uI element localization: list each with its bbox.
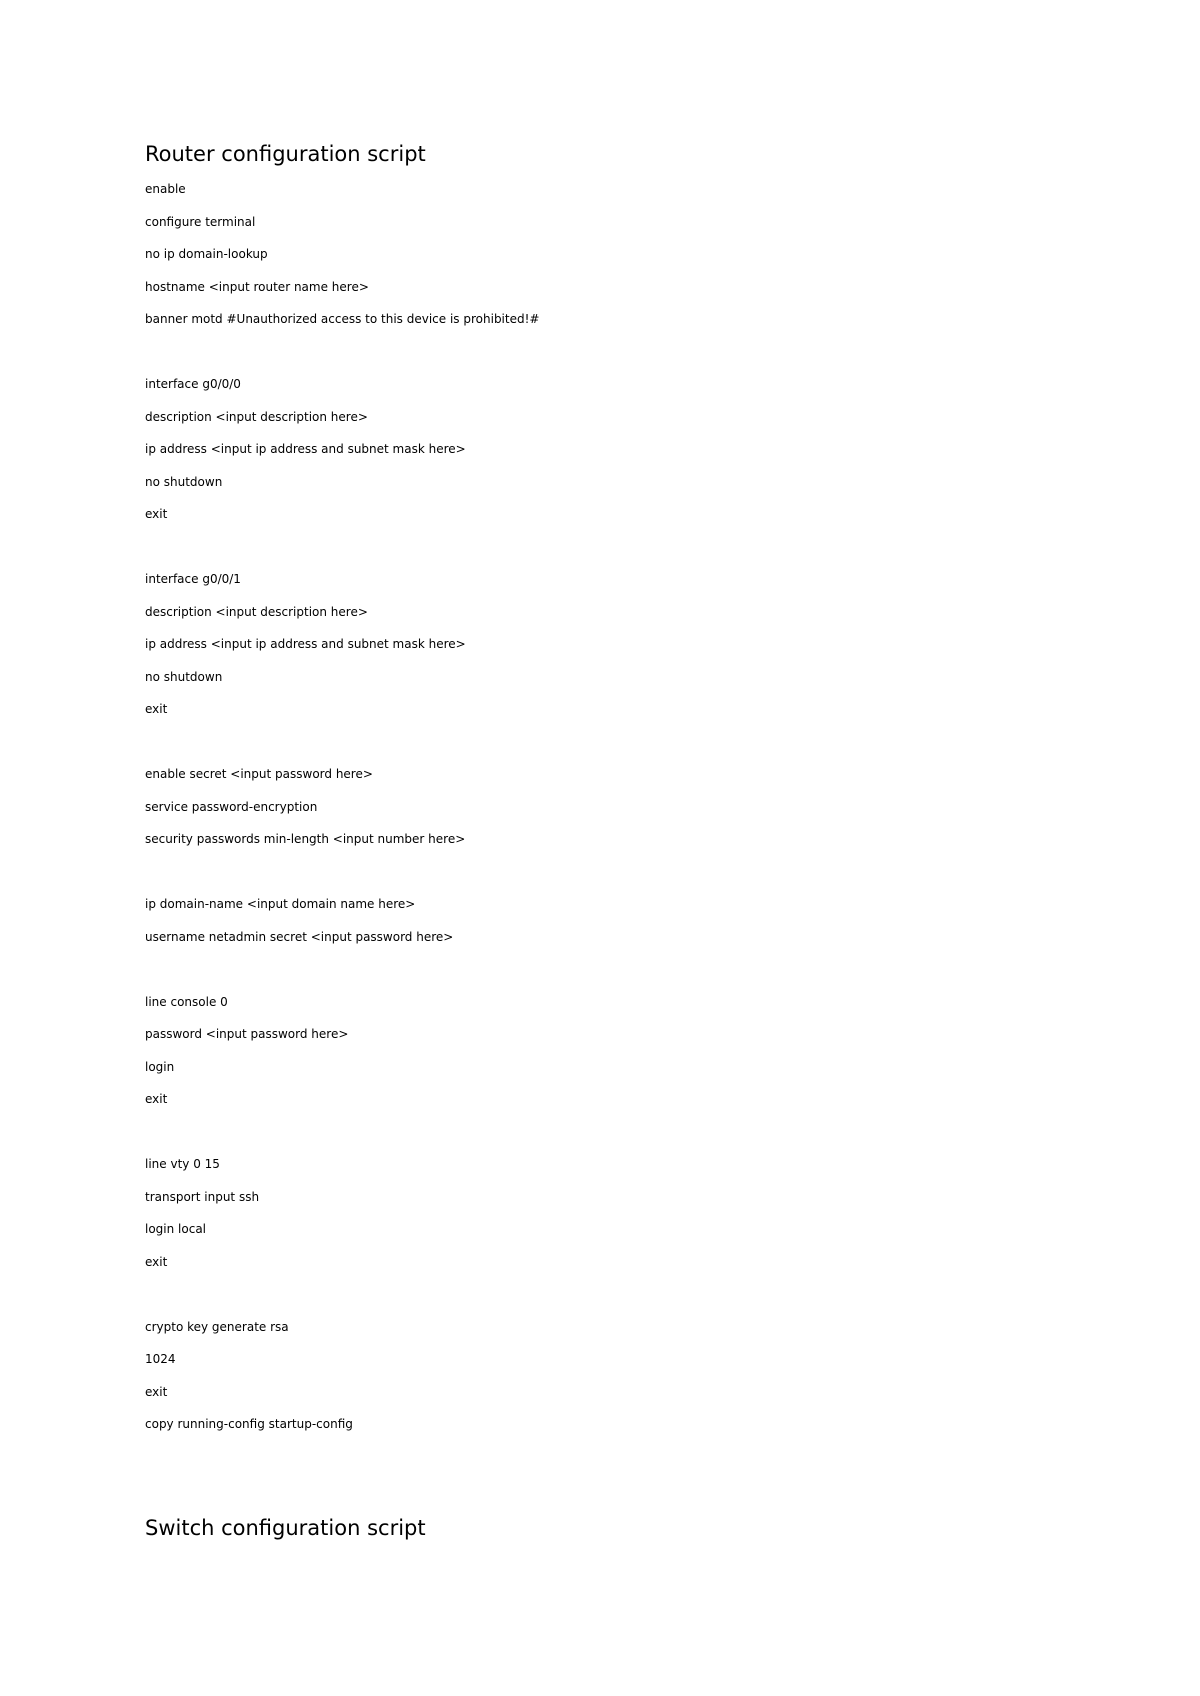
config-block [145, 377, 1145, 522]
router-script-heading: Router configuration script [145, 142, 426, 166]
config-line: login [145, 1059, 175, 1074]
config-line: exit [145, 1092, 168, 1106]
config-line: banner motd #Unauthorized access to this device is prohibited!# [145, 312, 540, 326]
config-line: password <input password here> [145, 1027, 349, 1041]
config-line: service password-encryption [145, 799, 318, 814]
config-line: username netadmin secret <input password here> [145, 929, 454, 944]
config-block [145, 897, 1145, 945]
config-line: configure terminal [145, 214, 256, 229]
config-block [145, 1320, 1145, 1433]
config-line: line console 0 [145, 994, 228, 1009]
config-line: exit [145, 702, 168, 716]
config-line: interface g0/0/0 [145, 377, 241, 391]
config-line: no shutdown [145, 669, 223, 684]
config-line: ip address <input ip address and subnet mask here> [145, 637, 466, 651]
config-line: exit [145, 1384, 168, 1399]
config-line: copy running-config startup-config [145, 1417, 353, 1431]
config-line: 1024 [145, 1352, 176, 1366]
config-block [145, 1157, 1145, 1270]
config-block [145, 182, 1145, 327]
config-block [145, 995, 1145, 1108]
config-line: description <input description here> [145, 604, 368, 619]
config-line: interface g0/0/1 [145, 572, 241, 586]
config-line: enable [145, 182, 186, 196]
config-line: transport input ssh [145, 1189, 260, 1204]
config-line: hostname <input router name here> [145, 279, 369, 294]
config-block [145, 572, 1145, 717]
config-line: enable secret <input password here> [145, 767, 373, 781]
config-line: description <input description here> [145, 409, 368, 424]
config-line: no ip domain-lookup [145, 247, 268, 261]
config-line: login local [145, 1222, 207, 1236]
config-line: no shutdown [145, 474, 223, 489]
config-line: line vty 0 15 [145, 1157, 220, 1171]
config-line: exit [145, 507, 168, 521]
config-line: crypto key generate rsa [145, 1319, 289, 1334]
config-block [145, 767, 1145, 847]
config-line: ip address <input ip address and subnet mask here> [145, 442, 466, 456]
config-line: ip domain-name <input domain name here> [145, 897, 416, 911]
document-page [145, 140, 1145, 1542]
switch-script-heading: Switch configuration script [145, 1516, 426, 1540]
router-script-body [145, 182, 1145, 1432]
config-line: security passwords min-length <input number here> [145, 832, 466, 846]
config-line: exit [145, 1254, 168, 1269]
